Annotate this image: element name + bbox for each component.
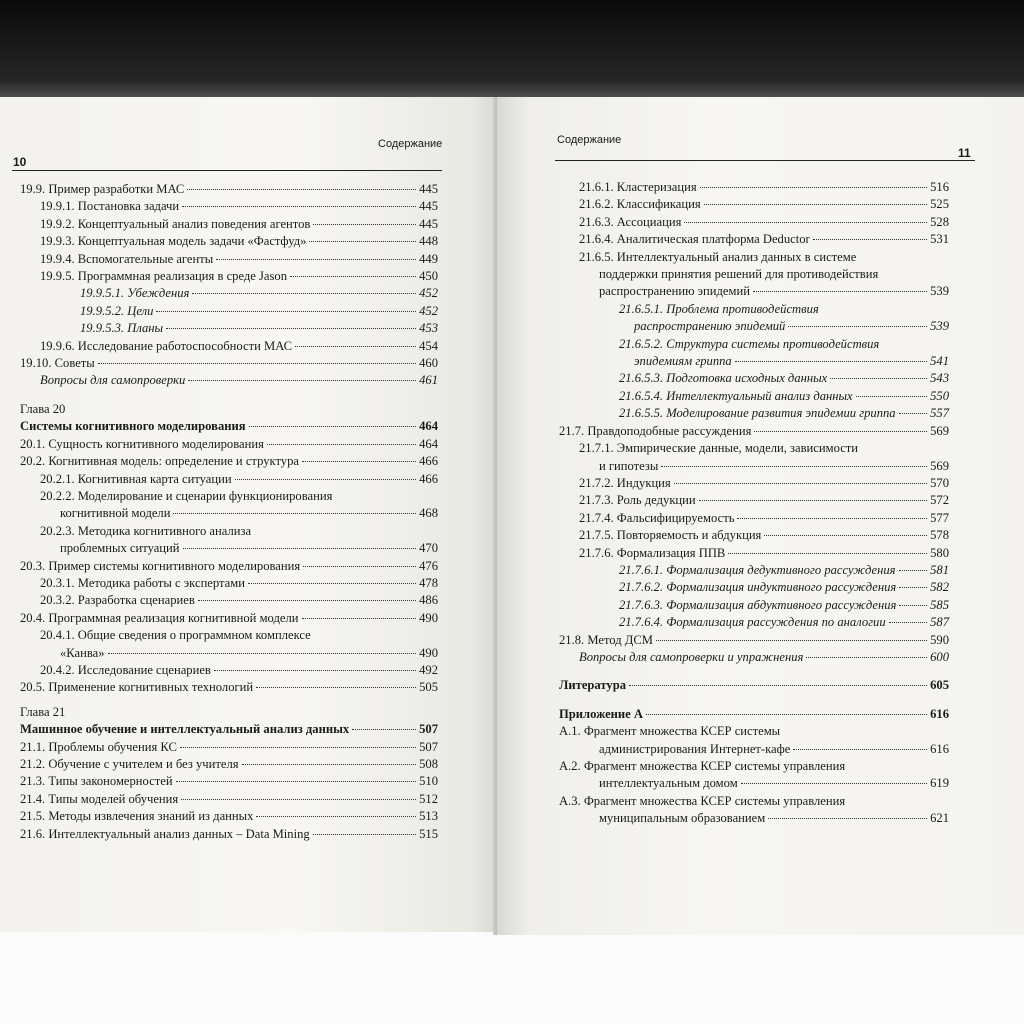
toc-entry: 21.6.5.5. Моделирование развития эпидемии гриппа 557 (619, 406, 949, 421)
toc-entry: 19.9.5.1. Убеждения 452 (80, 286, 438, 301)
toc-entry: 21.7.6.3. Формализация абдуктивного рассуждения 585 (619, 597, 949, 612)
toc-entry: Вопросы для самопроверки 461 (40, 373, 438, 388)
toc-entry: 19.9.5. Программная реализация в среде Jason 450 (40, 269, 438, 284)
toc-entry: 20.5. Применение когнитивных технологий 505 (20, 680, 438, 695)
toc-entry: 19.9.6. Исследование работоспособности МАС 454 (40, 338, 438, 353)
chapter-label: Глава 21 (20, 704, 66, 719)
toc-entry: и гипотезы 569 (599, 458, 949, 473)
toc-entry: проблемных ситуаций 470 (60, 541, 438, 556)
toc-entry: муниципальным образованием 621 (599, 811, 949, 826)
background-bottom (0, 930, 1024, 1024)
toc-entry: 21.2. Обучение с учителем и без учителя 508 (20, 757, 438, 771)
toc-entry-line: 21.6.5.2. Структура системы противодействия (619, 336, 880, 351)
spacer (559, 695, 949, 706)
spacer (20, 697, 438, 704)
toc-entry: 21.7.6.4. Формализация рассуждения по аналогии 587 (619, 615, 949, 630)
toc-entry-line: поддержки принятия решений для противодействия (599, 267, 879, 282)
toc-entry: 21.6.1. Кластеризация 516 (579, 180, 949, 194)
toc-entry: 21.7. Правдоподобные рассуждения 569 (559, 423, 949, 438)
left-page (0, 97, 497, 932)
right-toc (559, 179, 949, 828)
chapter-title: Литература 605 (559, 678, 949, 693)
left-running-head: Содержание (378, 138, 443, 150)
toc-entry: 19.9. Пример разработки МАС 445 (20, 182, 438, 196)
toc-entry: 19.9.2. Концептуальный анализ поведения агентов 445 (40, 216, 438, 231)
toc-entry: 19.9.4. Вспомогательные агенты 449 (40, 251, 438, 266)
toc-entry: 19.9.3. Концептуальная модель задачи «Фастфуд» 448 (40, 234, 438, 249)
chapter-title: Машинное обучение и интеллектуальный анализ данных 507 (20, 722, 438, 737)
chapter-title: Системы когнитивного моделирования 464 (20, 419, 438, 434)
toc-entry: 21.6.5.4. Интеллектуальный анализ данных 550 (619, 388, 949, 403)
toc-entry: 20.2. Когнитивная модель: определение и структура 466 (20, 454, 438, 469)
toc-entry: 21.6.2. Классификация 525 (579, 197, 949, 212)
toc-entry: 21.7.6.2. Формализация индуктивного рассуждения 582 (619, 580, 949, 595)
right-page (497, 97, 1024, 935)
spacer (20, 390, 438, 401)
right-header-rule (555, 160, 975, 161)
toc-entry: интеллектуальным домом 619 (599, 776, 949, 791)
chapter-label: Глава 20 (20, 401, 66, 416)
toc-entry: администрирования Интернет-кафе 616 (599, 741, 949, 756)
toc-entry: 21.7.5. Повторяемость и абдукция 578 (579, 528, 949, 543)
toc-entry: 19.9.5.3. Планы 453 (80, 321, 438, 336)
toc-entry: 20.4. Программная реализация когнитивной модели 490 (20, 610, 438, 625)
toc-entry-line: А.3. Фрагмент множества КСЕР системы управления (559, 793, 846, 808)
toc-entry: 21.1. Проблемы обучения КС 507 (20, 739, 438, 754)
toc-entry: 21.7.4. Фальсифицируемость 577 (579, 510, 949, 525)
toc-entry: 21.3. Типы закономерностей 510 (20, 774, 438, 789)
toc-entry: когнитивной модели 468 (60, 506, 438, 521)
toc-entry: 21.6. Интеллектуальный анализ данных – Data Mining 515 (20, 826, 438, 841)
toc-entry: 19.9.1. Постановка задачи 445 (40, 199, 438, 214)
background-top-shadow (0, 0, 1024, 100)
toc-entry: 21.6.3. Ассоциация 528 (579, 214, 949, 229)
toc-entry: 21.7.3. Роль дедукции 572 (579, 493, 949, 508)
toc-entry: 21.7.2. Индукция 570 (579, 475, 949, 490)
toc-entry: 20.2.1. Когнитивная карта ситуации 466 (40, 471, 438, 486)
toc-entry: 20.4.2. Исследование сценариев 492 (40, 662, 438, 677)
toc-entry: 20.1. Сущность когнитивного моделирования 464 (20, 436, 438, 451)
chapter-title: Приложение А 616 (559, 706, 949, 721)
toc-entry: 20.3.2. Разработка сценариев 486 (40, 593, 438, 608)
toc-entry: распространению эпидемий 539 (634, 319, 949, 334)
toc-entry: 20.3.1. Методика работы с экспертами 478 (40, 575, 438, 590)
toc-entry-line: 21.7.1. Эмпирические данные, модели, зависимости (579, 441, 859, 456)
toc-entry-line: А.2. Фрагмент множества КСЕР системы управления (559, 759, 846, 773)
toc-entry-line: 20.2.3. Методика когнитивного анализа (40, 523, 252, 538)
toc-entry: 21.6.5.3. Подготовка исходных данных 543 (619, 371, 949, 386)
toc-entry-line: А.1. Фрагмент множества КСЕР системы (559, 724, 781, 739)
toc-entry-line: 21.6.5.1. Проблема противодействия (619, 301, 819, 316)
spacer (559, 666, 949, 677)
toc-entry-line: 20.2.2. Моделирование и сценарии функционирования (40, 488, 333, 503)
left-page-number: 10 (13, 155, 27, 169)
toc-entry: распространению эпидемий 539 (599, 284, 949, 299)
toc-entry: 21.5. Методы извлечения знаний из данных 513 (20, 809, 438, 824)
toc-entry: 21.7.6.1. Формализация дедуктивного рассуждения 581 (619, 562, 949, 577)
toc-entry: 21.7.6. Формализация ППВ 580 (579, 545, 949, 560)
left-header-rule (12, 170, 442, 171)
toc-entry: 21.4. Типы моделей обучения 512 (20, 791, 438, 806)
toc-entry: 20.3. Пример системы когнитивного моделирования 476 (20, 558, 438, 573)
toc-entry: Вопросы для самопроверки и упражнения 600 (579, 649, 949, 664)
right-page-number: 11 (958, 146, 971, 160)
toc-entry: 19.10. Советы 460 (20, 356, 438, 371)
toc-entry-line: 20.4.1. Общие сведения о программном комплексе (40, 628, 311, 643)
toc-entry: «Канва» 490 (60, 645, 438, 660)
toc-entry: 19.9.5.2. Цели 452 (80, 303, 438, 318)
toc-entry: 21.8. Метод ДСМ 590 (559, 632, 949, 647)
toc-entry-line: 21.6.5. Интеллектуальный анализ данных в системе (579, 249, 857, 264)
right-running-head: Содержание (557, 134, 622, 146)
left-toc (20, 181, 438, 843)
toc-entry: 21.6.4. Аналитическая платформа Deductor 531 (579, 232, 949, 247)
toc-entry: эпидемиям гриппа 541 (634, 354, 949, 369)
